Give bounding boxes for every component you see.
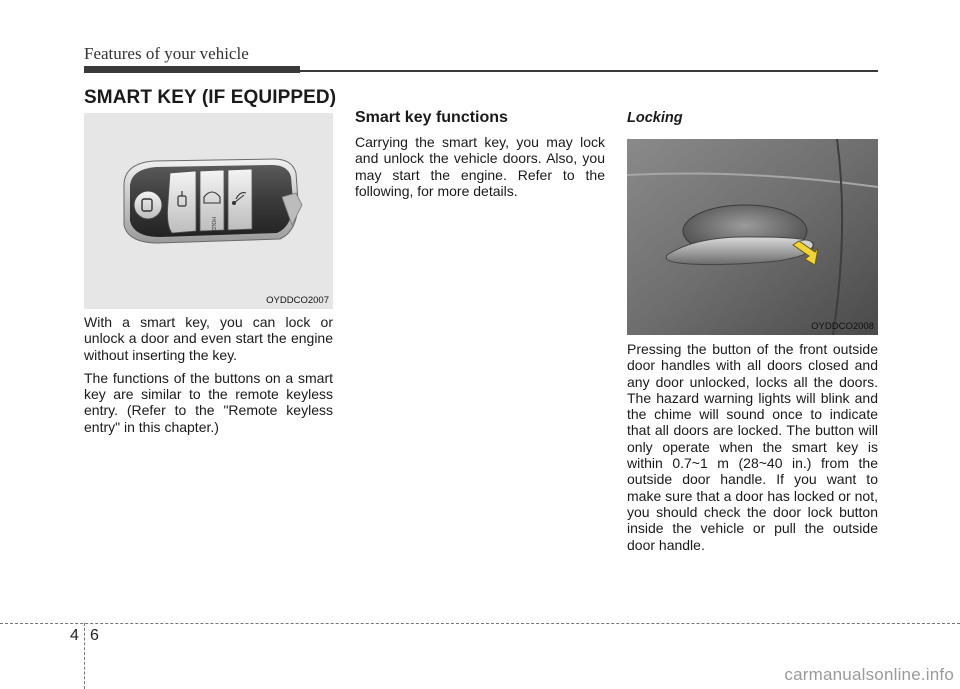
- subsection-title: Smart key functions: [355, 109, 508, 126]
- footer-vertical-divider: [84, 623, 85, 689]
- paragraph: Carrying the smart key, you may lock and unlock the vehicle doors. Also, you may start the engine. Refer to the following, for more details.: [355, 134, 605, 199]
- footer-divider: [0, 623, 960, 624]
- paragraph: Pressing the button of the front outside door handles with all doors closed and any door unlocked, locks all the doors. The hazard warning lights will blink and the chime will sound once to indicate that all doors are locked. The button will only operate when the smart key is within 0.7~1 m (28~40 in.) from the outside door handle. If you want to make sure that a door has locked or not, you should check the door lock button inside the vehicle or pull the outside door handle.: [627, 341, 878, 553]
- header-rule-thin: [300, 70, 878, 72]
- running-header: Features of your vehicle: [84, 44, 249, 63]
- locking-heading: Locking: [627, 110, 683, 126]
- header-rule-thick: [84, 66, 300, 73]
- column-1-text: [84, 314, 333, 442]
- column-2-text: [355, 134, 605, 206]
- paragraph: With a smart key, you can lock or unlock a door and even start the engine without inserting the key.: [84, 314, 333, 363]
- smart-key-illustration: [84, 113, 333, 309]
- svg-text:HOLD: HOLD: [210, 217, 216, 231]
- door-handle-illustration: [627, 139, 878, 335]
- chapter-number: 4: [70, 627, 79, 644]
- paragraph: The functions of the buttons on a smart key are similar to the remote keyless entry. (Refer to the "Remote keyless entry" in this chapter.): [84, 369, 333, 435]
- watermark: carmanualsonline.info: [784, 665, 954, 684]
- column-3-text: [627, 341, 878, 560]
- page-number: 6: [90, 627, 99, 644]
- smart-key-figure: [84, 113, 333, 309]
- door-handle-figure: [627, 139, 878, 335]
- figure-caption: OYDDCO2007: [266, 295, 329, 306]
- section-title: SMART KEY (IF EQUIPPED): [84, 87, 337, 108]
- figure-caption: OYDDCO2008: [811, 321, 874, 332]
